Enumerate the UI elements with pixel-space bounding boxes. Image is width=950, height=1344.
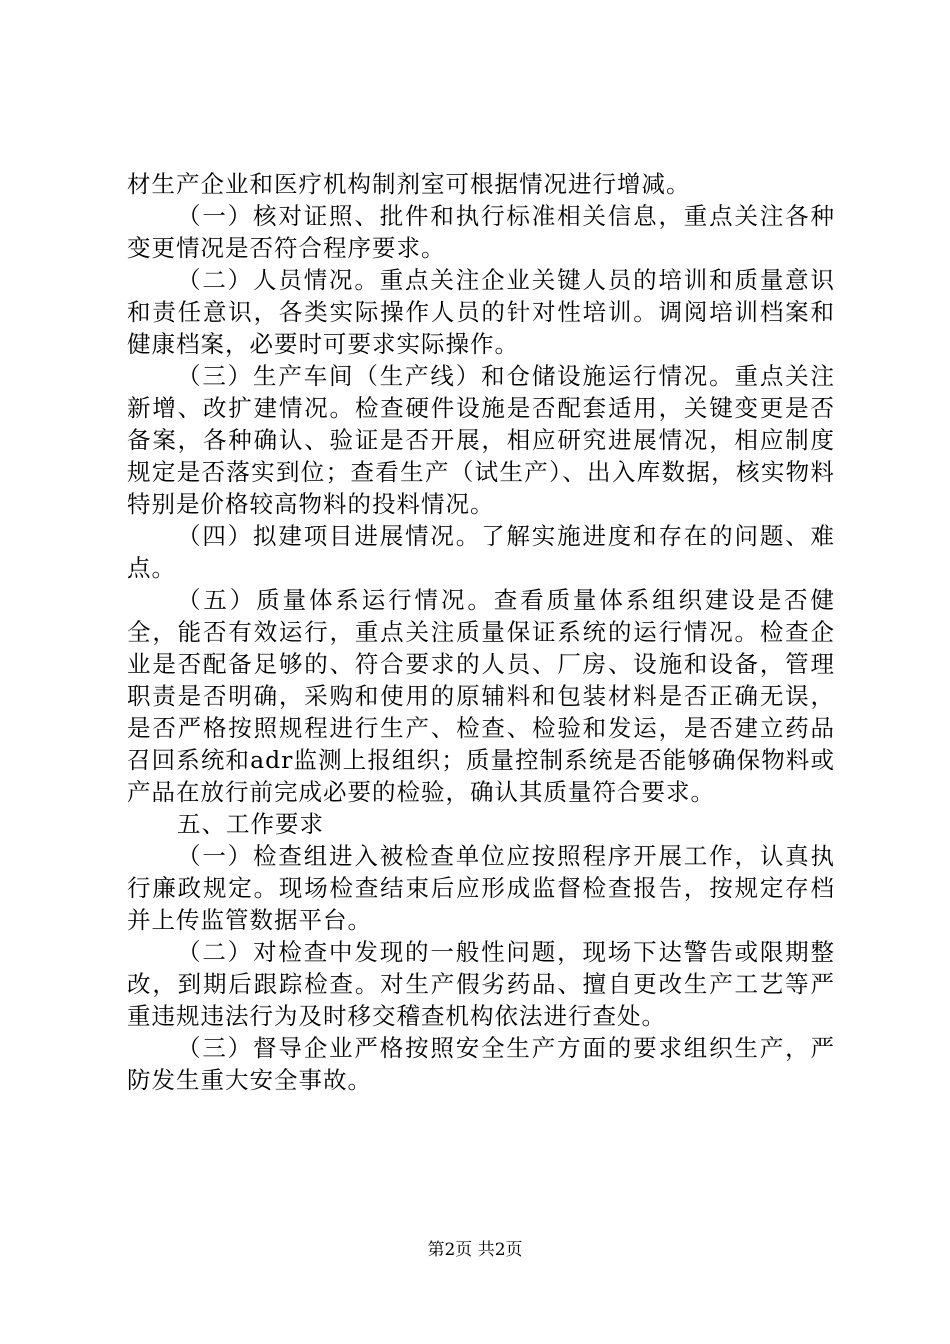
paragraph-requirement-3: （三）督导企业严格按照安全生产方面的要求组织生产，严防发生重大安全事故。 — [127, 1034, 835, 1094]
paragraph-item-2: （二）人员情况。重点关注企业关键人员的培训和质量意识和责任意识，各类实际操作人员的针对性培训。调阅培训档案和健康档案，必要时可要求实际操作。 — [127, 266, 835, 358]
page-number-footer: 第2页 共2页 — [427, 1240, 523, 1260]
document-body — [127, 168, 835, 1096]
paragraph-item-4: （四）拟建项目进展情况。了解实施进度和存在的问题、难点。 — [127, 522, 835, 582]
paragraph-item-1: （一）核对证照、批件和执行标准相关信息，重点关注各种变更情况是否符合程序要求。 — [127, 202, 835, 262]
paragraph-continuation: 材生产企业和医疗机构制剂室可根据情况进行增减。 — [127, 170, 691, 198]
paragraph-item-5: （五）质量体系运行情况。查看质量体系组织建设是否健全，能否有效运行，重点关注质量保证系统的运行情况。检查企业是否配备足够的、符合要求的人员、厂房、设施和设备，管理职责是否明确，采购和使用的原辅料和包装材料是否正确无误，是否严格按照规程进行生产、检查、检验和发运，是否建立药品召回系统和adr监测上报组织；质量控制系统是否能够确保物料或产品在放行前完成必要的检验，确认其质量符合要求。 — [127, 586, 835, 806]
paragraph-requirement-1: （一）检查组进入被检查单位应按照程序开展工作，认真执行廉政规定。现场检查结束后应形成监督检查报告，按规定存档并上传监管数据平台。 — [127, 842, 835, 934]
section-heading-work-requirements: 五、工作要求 — [177, 810, 324, 838]
paragraph-item-3: （三）生产车间（生产线）和仓储设施运行情况。重点关注新增、改扩建情况。检查硬件设施是否配套适用，关键变更是否备案，各种确认、验证是否开展，相应研究进展情况，相应制度规定是否落实到位；查看生产（试生产）、出入库数据，核实物料特别是价格较高物料的投料情况。 — [127, 362, 835, 518]
paragraph-requirement-2: （二）对检查中发现的一般性问题，现场下达警告或限期整改，到期后跟踪检查。对生产假劣药品、擅自更改生产工艺等严重违规违法行为及时移交稽查机构依法进行查处。 — [127, 938, 835, 1030]
